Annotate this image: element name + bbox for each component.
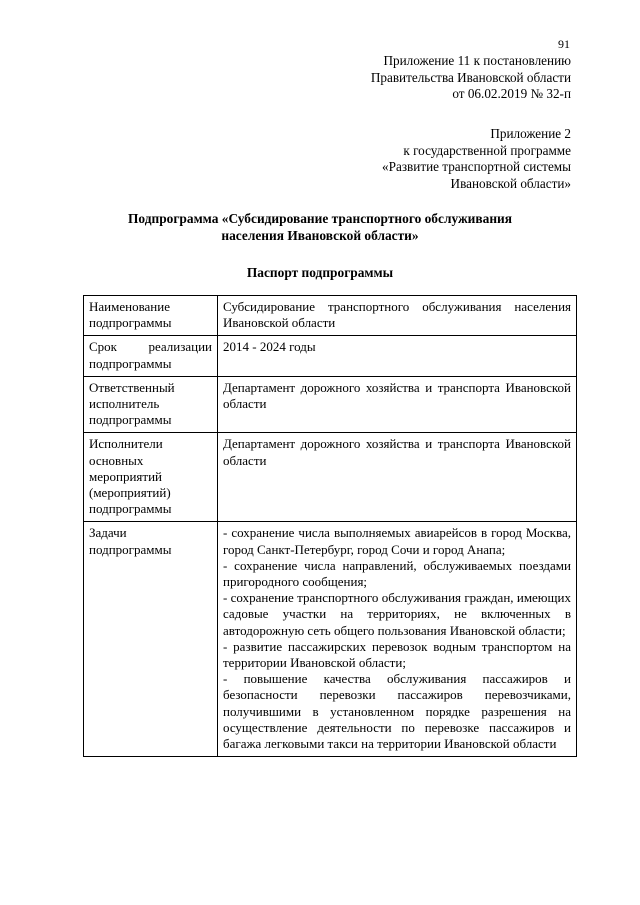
task-item: - сохранение числа выполняемых авиарейсов в город Москва, город Санкт-Петербург, город Сочи и город Анапа;: [223, 525, 571, 557]
subprogram-title-line: Подпрограмма «Субсидирование транспортного обслуживания: [127, 211, 513, 226]
row-label-term: Срок реализации подпрограммы: [84, 336, 218, 376]
subprogram-title-line: населения Ивановской области»: [221, 227, 419, 243]
appendix-11-line: Правительства Ивановской области: [370, 69, 571, 85]
table-row: [84, 433, 577, 522]
appendix-2-line: к государственной программе: [403, 142, 571, 158]
task-item: - сохранение транспортного обслуживания граждан, имеющих садовые участки на территориях, не включенных в автодорожную сеть общего пользования Ивановской области;: [223, 590, 571, 638]
task-item: - повышение качества обслуживания пассажиров и безопасности перевозки пассажиров перевозчиками, получившими в установленном порядке разрешения на осуществление деятельности по перевозке пассажиров и багажа легковыми такси на территории Ивановской области: [223, 671, 571, 752]
table-row: [84, 296, 577, 336]
appendix-2-line: Ивановской области»: [450, 175, 571, 191]
row-label-responsible: Ответственный исполнитель подпрограммы: [84, 376, 218, 433]
table-row: [84, 522, 577, 757]
page-number: 91: [558, 37, 570, 51]
row-value-responsible: Департамент дорожного хозяйства и транспорта Ивановской области: [218, 376, 577, 433]
row-value-term: 2014 - 2024 годы: [218, 336, 577, 376]
passport-table: [83, 295, 577, 757]
appendix-11-line: от 06.02.2019 № 32-п: [452, 86, 571, 101]
appendix-2-block: [382, 126, 571, 192]
table-row: [84, 376, 577, 433]
row-value-tasks: [218, 522, 577, 757]
appendix-11-block: [371, 53, 571, 103]
appendix-2-line: Приложение 2: [490, 126, 571, 141]
row-label-executors: Исполнители основных мероприятий (мероприятий) подпрограммы: [84, 433, 218, 522]
passport-heading: Паспорт подпрограммы: [246, 265, 394, 280]
task-item: - развитие пассажирских перевозок водным транспортом на территории Ивановской области;: [223, 638, 571, 671]
row-label-name: Наименование подпрограммы: [84, 296, 218, 336]
row-value-name: Субсидирование транспортного обслуживания населения Ивановской области: [218, 296, 577, 336]
table-row: [84, 336, 577, 376]
task-item: - сохранение числа направлений, обслуживаемых поездами пригородного сообщения;: [223, 557, 571, 590]
appendix-2-line: «Развитие транспортной системы: [382, 159, 571, 174]
subprogram-title: [60, 211, 580, 244]
row-label-tasks: Задачи подпрограммы: [84, 522, 218, 757]
row-value-executors: Департамент дорожного хозяйства и транспорта Ивановской области: [218, 433, 577, 522]
appendix-11-line: Приложение 11 к постановлению: [383, 53, 571, 68]
